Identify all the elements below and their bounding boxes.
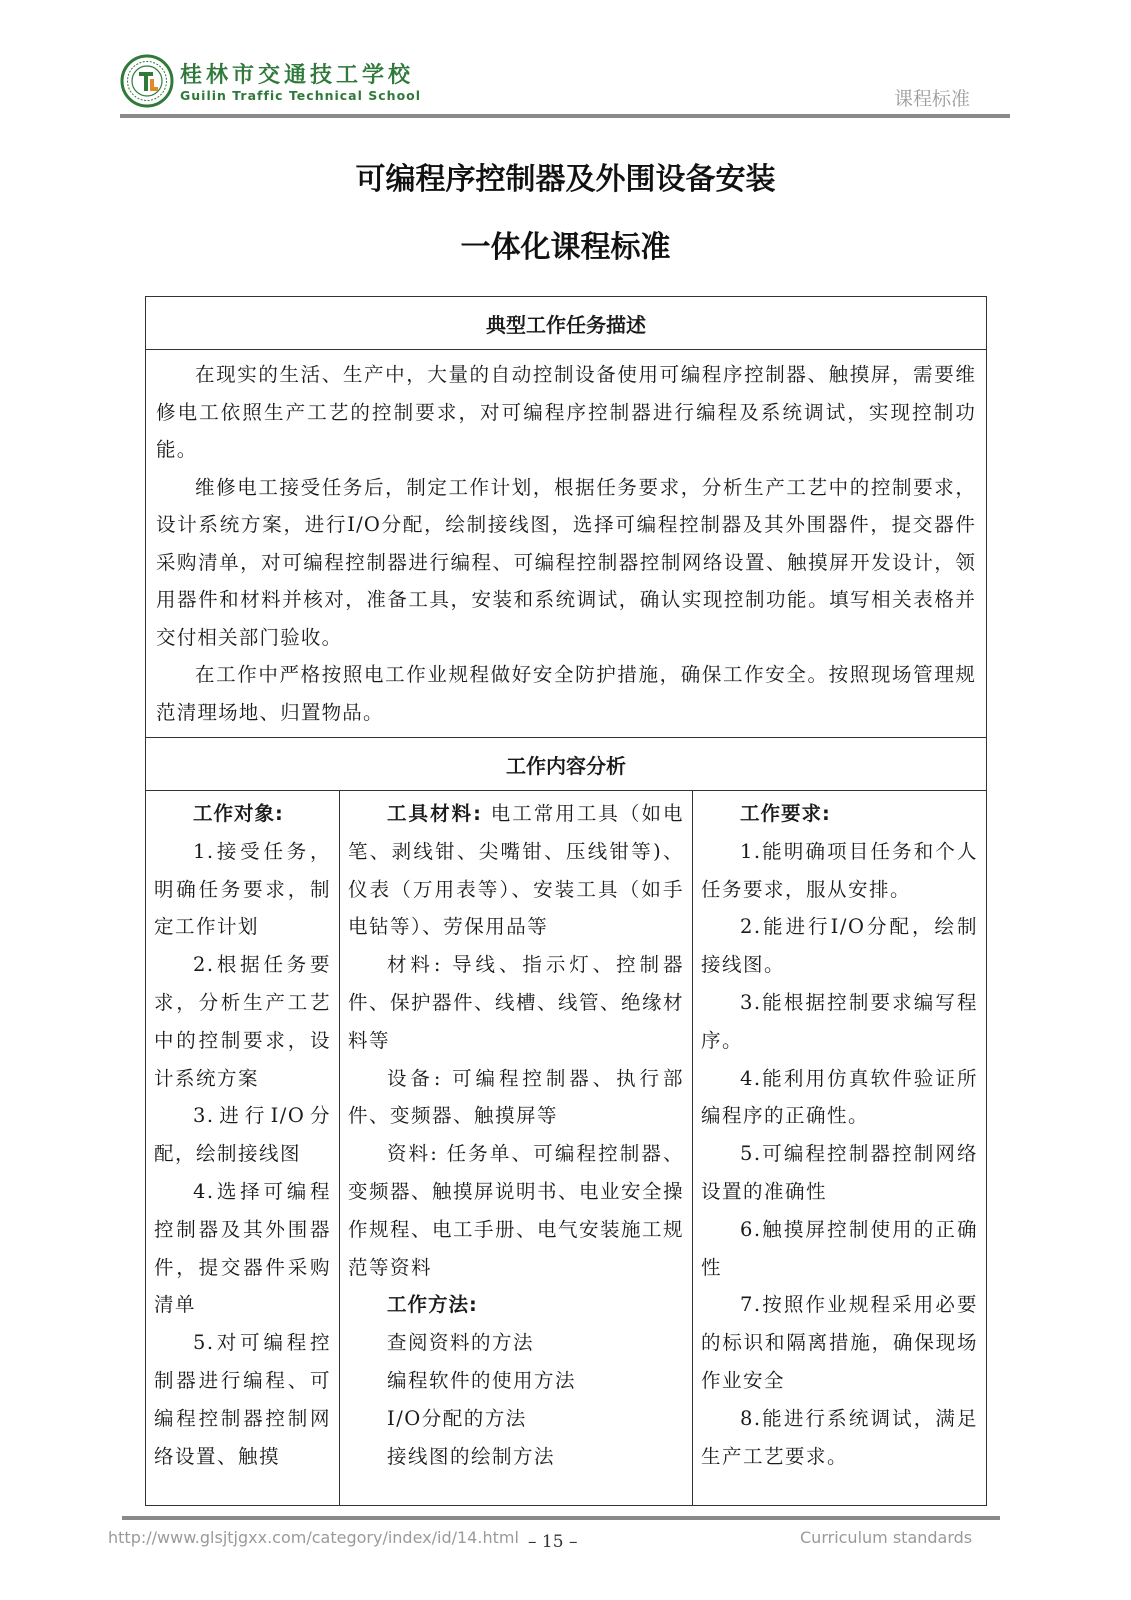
- work-method-item: 编程软件的使用方法: [387, 1368, 577, 1392]
- tools-materials-column: [340, 791, 693, 1506]
- school-name-cn: 桂林市交通技工学校: [180, 63, 415, 88]
- work-object-item: 1.接受任务，明确任务要求，制定工作计划: [154, 839, 331, 939]
- equipment-item: 设备: 可编程控制器、执行部件、变频器、触摸屏等: [348, 1066, 684, 1128]
- school-name-en: Guilin Traffic Technical School: [180, 88, 422, 103]
- work-method-item: I/O分配的方法: [387, 1406, 527, 1430]
- work-requirements-label: 工作要求:: [740, 802, 831, 825]
- requirement-item: 4.能利用仿真软件验证所编程序的正确性。: [701, 1066, 979, 1128]
- footer-divider: [122, 1516, 1000, 1520]
- work-object-item: 2.根据任务要求，分析生产工艺中的控制要求，设计系统方案: [154, 953, 331, 1090]
- work-method-item: 查阅资料的方法: [387, 1331, 535, 1355]
- requirement-item: 8.能进行系统调试，满足生产工艺要求。: [701, 1406, 979, 1468]
- school-logo-icon: [120, 54, 174, 108]
- work-requirements-column: [693, 791, 987, 1506]
- page-header: [120, 54, 1010, 120]
- tools-intro: [348, 795, 684, 946]
- work-method-item: 接线图的绘制方法: [387, 1444, 556, 1468]
- work-object-item: 4.选择可编程控制器及其外围器件，提交器件采购清单: [154, 1179, 331, 1317]
- work-object-item: 3.进行I/O分配，绘制接线图: [154, 1104, 331, 1166]
- tools-materials-label: 工具材料:: [387, 802, 483, 825]
- document-type-label: 课程标准: [893, 88, 970, 110]
- description-paragraph: 在现实的生活、生产中，大量的自动控制设备使用可编程序控制器、触摸屏，需要维修电工依照生产工艺的控制要求，对可编程序控制器进行编程及系统调试，实现控制功能。: [156, 363, 977, 461]
- tools-intro-text: 电工常用工具（如电笔、剥线钳、尖嘴钳、压线钳等)、仪表（万用表等）、安装工具（如手电钻等）、劳保用品等: [348, 802, 684, 939]
- requirement-item: 3.能根据控制要求编写程序。: [701, 990, 979, 1052]
- task-description-cell: [146, 350, 987, 738]
- requirement-item: 5.可编程控制器控制网络设置的准确性: [701, 1142, 979, 1203]
- page-number: – 15 –: [528, 1532, 578, 1552]
- documents-item: 资料: 任务单、可编程控制器、变频器、触摸屏说明书、电业安全操作规程、电工手册、电气安装施工规范等资料: [348, 1142, 685, 1279]
- description-paragraph: 在工作中严格按照电工作业规程做好安全防护措施，确保工作安全。按照现场管理规范清理场地、归置物品。: [156, 663, 977, 724]
- description-paragraph: 维修电工接受任务后，制定工作计划，根据任务要求，分析生产工艺中的控制要求，设计系统方案，进行I/O分配，绘制接线图，选择可编程控制器及其外围器件，提交器件采购清单，对可编程控制器进行编程、可编程控制器控制网络设置、触摸屏开发设计，领用器件和材料并核对，准备工具，安装和系统调试，确认实现控制功能。填写相关表格并交付相关部门验收。: [156, 475, 977, 649]
- requirement-item: 6.触摸屏控制使用的正确性: [701, 1217, 979, 1279]
- document-title-line2: 一体化课程标准: [460, 230, 671, 265]
- document-title-line1: 可编程序控制器及外围设备安装: [355, 162, 776, 197]
- section-heading-task-description: 典型工作任务描述: [146, 297, 987, 350]
- footer-url-link[interactable]: http://www.glsjtjgxx.com/category/index/id/14.html: [108, 1528, 519, 1547]
- footer-doc-label: Curriculum standards: [800, 1528, 973, 1547]
- work-methods-label: 工作方法:: [387, 1293, 478, 1317]
- header-divider: [120, 114, 1010, 118]
- materials-item: 材料: 导线、指示灯、控制器件、保护器件、线槽、线管、绝缘材料等: [348, 953, 685, 1052]
- requirement-item: 7.按照作业规程采用必要的标识和隔离措施，确保现场作业安全: [701, 1293, 979, 1392]
- requirement-item: 2.能进行I/O分配，绘制接线图。: [701, 915, 979, 977]
- work-objects-label: 工作对象:: [193, 802, 284, 825]
- requirement-item: 1.能明确项目任务和个人任务要求，服从安排。: [701, 839, 979, 901]
- course-standard-table: [145, 296, 987, 1506]
- work-objects-column: [146, 791, 340, 1506]
- section-heading-work-content: 工作内容分析: [146, 738, 987, 791]
- work-object-item: 5.对可编程控制器进行编程、可编程控制器控制网络设置、触摸: [154, 1331, 331, 1468]
